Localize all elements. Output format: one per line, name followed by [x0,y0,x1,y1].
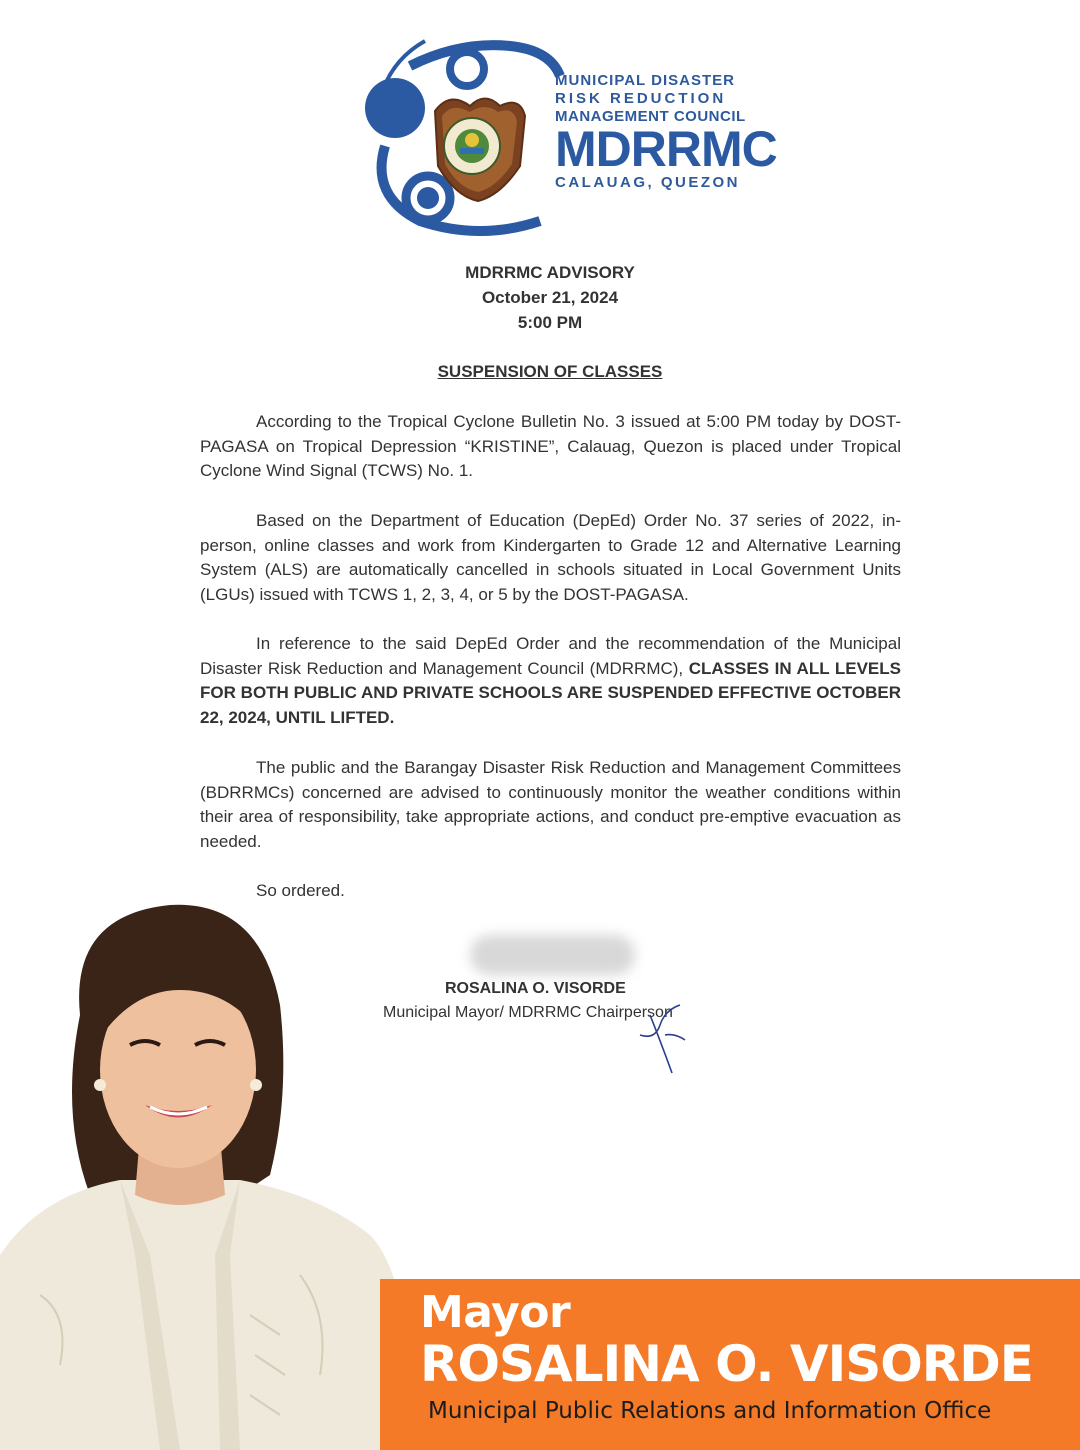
logo-line-1: MUNICIPAL DISASTER [555,72,735,89]
paragraph-monitoring: The public and the Barangay Disaster Risk Reduction and Management Committees (BDRRMCs) concerned are advised to continuously monitor the weather conditions within their area of responsibility, take appropriate actions, and conduct pre-emptive evacuation as needed. [200,758,901,851]
advisory-date: October 21, 2024 [481,288,619,307]
logo-circle-large-icon [365,78,425,138]
logo-line-2: RISK REDUCTION [555,90,727,107]
initial-mark-icon [630,995,690,1075]
suspension-notice: CLASSES IN ALL LEVELS FOR BOTH PUBLIC AND PRIVATE SCHOOLS ARE SUSPENDED EFFECTIVE OCTOBER 22, 2024, UNTIL LIFTED. [200,658,901,727]
logo-text [555,72,777,192]
banner-office: Municipal Public Relations and Information Office [428,1398,992,1424]
logo-location: CALAUAG, QUEZON [555,174,740,191]
banner-name: ROSALINA O. VISORDE [420,1335,1033,1393]
paragraph-suspension-text: In reference to the said DepEd Order and the recommendation of the Municipal Disaster Risk Reduction and Management Council (MDRRMC), [200,634,901,678]
paragraph-deped-order: Based on the Department of Education (DepEd) Order No. 37 series of 2022, in-person, online classes and work from Kindergarten to Grade 12 and Alternative Learning System (ALS) are automatically cancelled in schools situated in Local Government Units (LGUs) issued with TCWS 1, 2, 3, 4, or 5 by the DOST-PAGASA. [200,511,901,604]
so-ordered: So ordered. [256,881,345,900]
signatory-name: ROSALINA O. VISORDE [445,980,626,997]
blurred-signature [470,935,635,975]
advisory-subject: SUSPENSION OF CLASSES [437,362,663,381]
logo-circle-top-icon [450,52,484,86]
signatory-title: Municipal Mayor/ MDRRMC Chairperson [383,1004,673,1021]
logo-acronym: MDRRMC [555,121,777,177]
mayor-photo [0,895,420,1450]
banner-role: Mayor [420,1287,571,1338]
advisory-title: MDRRMC ADVISORY [465,263,635,282]
advisory-time: 5:00 PM [517,313,583,332]
logo-line-3: MANAGEMENT COUNCIL [555,108,746,125]
paragraph-suspension [200,632,901,730]
paragraph-bulletin: According to the Tropical Cyclone Bulletin No. 3 issued at 5:00 PM today by DOST-PAGASA on Tropical Depression “KRISTINE”, Calauag, Quezon is placed under Tropical Cyclone Wind Signal (TCWS) No. 1. [200,412,901,480]
